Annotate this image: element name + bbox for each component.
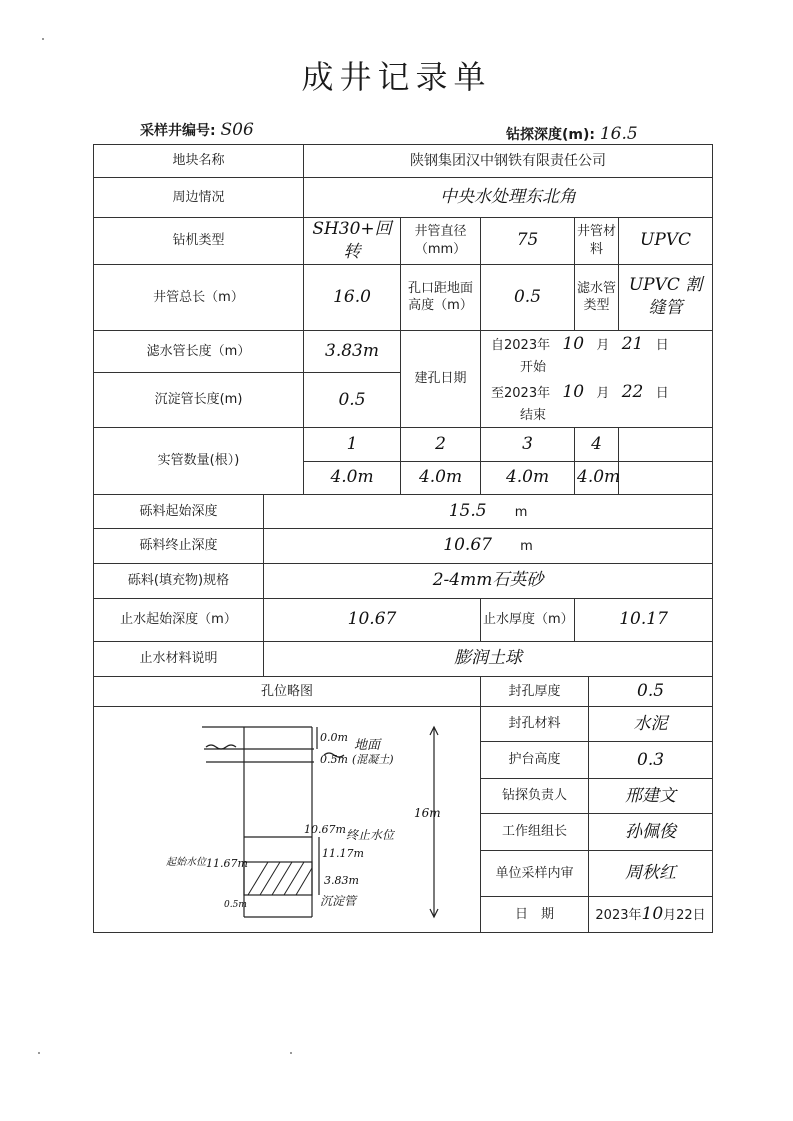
sketch-left-depth: 11.67m xyxy=(206,856,248,870)
solid-pipe-label: 实管数量(根）) xyxy=(94,427,304,494)
date-value-prefix: 2023年 xyxy=(595,908,642,924)
solid-pipe-length: 4.0m xyxy=(304,461,401,494)
sketch-ground-label: 地面 xyxy=(354,737,381,753)
solid-pipe-length: 4.0m xyxy=(401,461,481,494)
sketch-top-label: 0.0m xyxy=(320,730,348,744)
screen-type-value: UPVC 割缝管 xyxy=(619,264,713,330)
sketch-seal-depth-label: 10.67m xyxy=(304,822,346,836)
well-number-label: 采样井编号: xyxy=(140,123,216,139)
drill-depth-field xyxy=(506,124,638,144)
well-number-field xyxy=(140,120,254,140)
date-from-day-char: 日 xyxy=(655,337,669,353)
solid-pipe-length xyxy=(619,461,713,494)
gravel-end-unit: m xyxy=(520,539,533,555)
sketch-left-note: 起始水位 xyxy=(166,856,206,868)
gravel-spec-label: 砾料(填充物)规格 xyxy=(94,563,264,598)
well-sketch xyxy=(114,707,460,927)
sketch-label: 孔位略图 xyxy=(94,676,481,706)
seal-material-label: 止水材料说明 xyxy=(94,641,264,676)
date-to-day-char: 日 xyxy=(655,385,669,401)
drill-depth-label: 钻探深度(m): xyxy=(506,127,595,143)
well-sketch-cell xyxy=(94,706,481,933)
surroundings-value: 中央水处理东北角 xyxy=(304,178,713,218)
solid-pipe-number: 4 xyxy=(575,427,619,461)
date-value xyxy=(589,896,713,933)
reviewer-value: 周秋红 xyxy=(589,850,713,896)
pipe-diameter-value: 75 xyxy=(481,218,575,265)
orifice-height-label: 孔口距地面高度（m） xyxy=(401,264,481,330)
solid-pipe-number: 2 xyxy=(401,427,481,461)
solid-pipe-number: 3 xyxy=(481,427,575,461)
solid-pipe-number: 1 xyxy=(304,427,401,461)
plug-thickness-label: 封孔厚度 xyxy=(481,676,589,706)
pipe-length-value: 16.0 xyxy=(304,264,401,330)
rig-type-value: SH30+回转 xyxy=(304,218,401,265)
sketch-cap-label: 0.5m xyxy=(320,752,348,766)
date-start-label: 开始 xyxy=(520,360,547,376)
gravel-end-cell xyxy=(264,528,713,563)
well-number-value: S06 xyxy=(220,120,254,140)
plug-material-label: 封孔材料 xyxy=(481,706,589,741)
build-date-label: 建孔日期 xyxy=(401,330,481,427)
seal-thickness-label: 止水厚度（m） xyxy=(481,598,575,641)
rig-type-label: 钻机类型 xyxy=(94,218,304,265)
date-end-line xyxy=(491,379,710,427)
date-from-month: 10 xyxy=(562,333,585,354)
screen-type-label: 滤水管类型 xyxy=(575,264,619,330)
team-leader-value: 孙佩俊 xyxy=(589,814,713,851)
well-record-table xyxy=(93,144,713,933)
sketch-cap-note: (混凝土) xyxy=(352,752,394,766)
sketch-screen xyxy=(244,862,312,895)
scan-speck xyxy=(42,38,44,40)
gravel-start-cell xyxy=(264,494,713,528)
plug-material-value: 水泥 xyxy=(589,706,713,741)
build-date-value xyxy=(481,330,713,427)
sketch-screen-len-label: 3.83m xyxy=(324,873,359,887)
sketch-total-label: 16m xyxy=(414,805,441,820)
seal-material-value: 膨润土球 xyxy=(264,641,713,676)
date-to-day: 22 xyxy=(621,381,644,402)
reviewer-label: 单位采样内审 xyxy=(481,850,589,896)
date-to-month-char: 月 xyxy=(596,385,610,401)
gravel-start-value: 15.5 xyxy=(448,500,487,521)
gravel-spec-value: 2-4mm石英砂 xyxy=(264,563,713,598)
driller-label: 钻探负责人 xyxy=(481,778,589,813)
sketch-bottom-note: 沉淀管 xyxy=(320,893,357,908)
plot-name-label: 地块名称 xyxy=(94,145,304,178)
gravel-end-value: 10.67 xyxy=(443,535,492,556)
plug-thickness-value: 0.5 xyxy=(589,676,713,706)
solid-pipe-length: 4.0m xyxy=(575,461,619,494)
sediment-length-value: 0.5 xyxy=(304,373,401,427)
date-to-prefix: 至2023年 xyxy=(491,385,551,401)
plot-name-value: 陕钢集团汉中钢铁有限责任公司 xyxy=(304,145,713,178)
date-start-line xyxy=(491,331,710,379)
surroundings-label: 周边情况 xyxy=(94,178,304,218)
team-leader-label: 工作组组长 xyxy=(481,814,589,851)
drill-depth-value: 16.5 xyxy=(599,124,638,144)
sketch-screen-hatch xyxy=(248,862,312,895)
page-title: 成井记录单 xyxy=(301,58,492,96)
scan-speck xyxy=(38,1052,40,1054)
seal-start-label: 止水起始深度（m） xyxy=(94,598,264,641)
pipe-material-value: UPVC xyxy=(619,218,713,265)
screen-length-label: 滤水管长度（m） xyxy=(94,330,304,373)
pipe-material-label: 井管材料 xyxy=(575,218,619,265)
scan-speck xyxy=(290,1052,292,1054)
solid-pipe-length: 4.0m xyxy=(481,461,575,494)
orifice-height-value: 0.5 xyxy=(481,264,575,330)
seal-thickness-value: 10.17 xyxy=(575,598,713,641)
platform-height-value: 0.3 xyxy=(589,742,713,779)
pipe-length-label: 井管总长（m） xyxy=(94,264,304,330)
date-value-suffix: 月22日 xyxy=(663,908,706,924)
platform-height-label: 护台高度 xyxy=(481,742,589,779)
date-value-month: 10 xyxy=(641,904,664,925)
date-from-month-char: 月 xyxy=(596,337,610,353)
gravel-start-unit: m xyxy=(514,504,528,520)
solid-pipe-number xyxy=(619,427,713,461)
sediment-length-label: 沉淀管长度(m) xyxy=(94,373,304,427)
date-to-month: 10 xyxy=(562,381,585,402)
date-from-prefix: 自2023年 xyxy=(491,337,551,353)
date-from-day: 21 xyxy=(621,333,644,354)
seal-start-value: 10.67 xyxy=(264,598,481,641)
gravel-start-label: 砾料起始深度 xyxy=(94,494,264,528)
pipe-diameter-label: 井管直径（mm） xyxy=(401,218,481,265)
sketch-gravel-side-label: 11.17m xyxy=(322,846,364,860)
sketch-seal-note: 终止水位 xyxy=(346,827,395,842)
date-label: 日 期 xyxy=(481,896,589,933)
date-end-label: 结束 xyxy=(520,408,547,424)
screen-length-value: 3.83m xyxy=(304,330,401,373)
sketch-bottom-len: 0.5m xyxy=(224,899,247,910)
driller-value: 邢建文 xyxy=(589,778,713,813)
gravel-end-label: 砾料终止深度 xyxy=(94,528,264,563)
